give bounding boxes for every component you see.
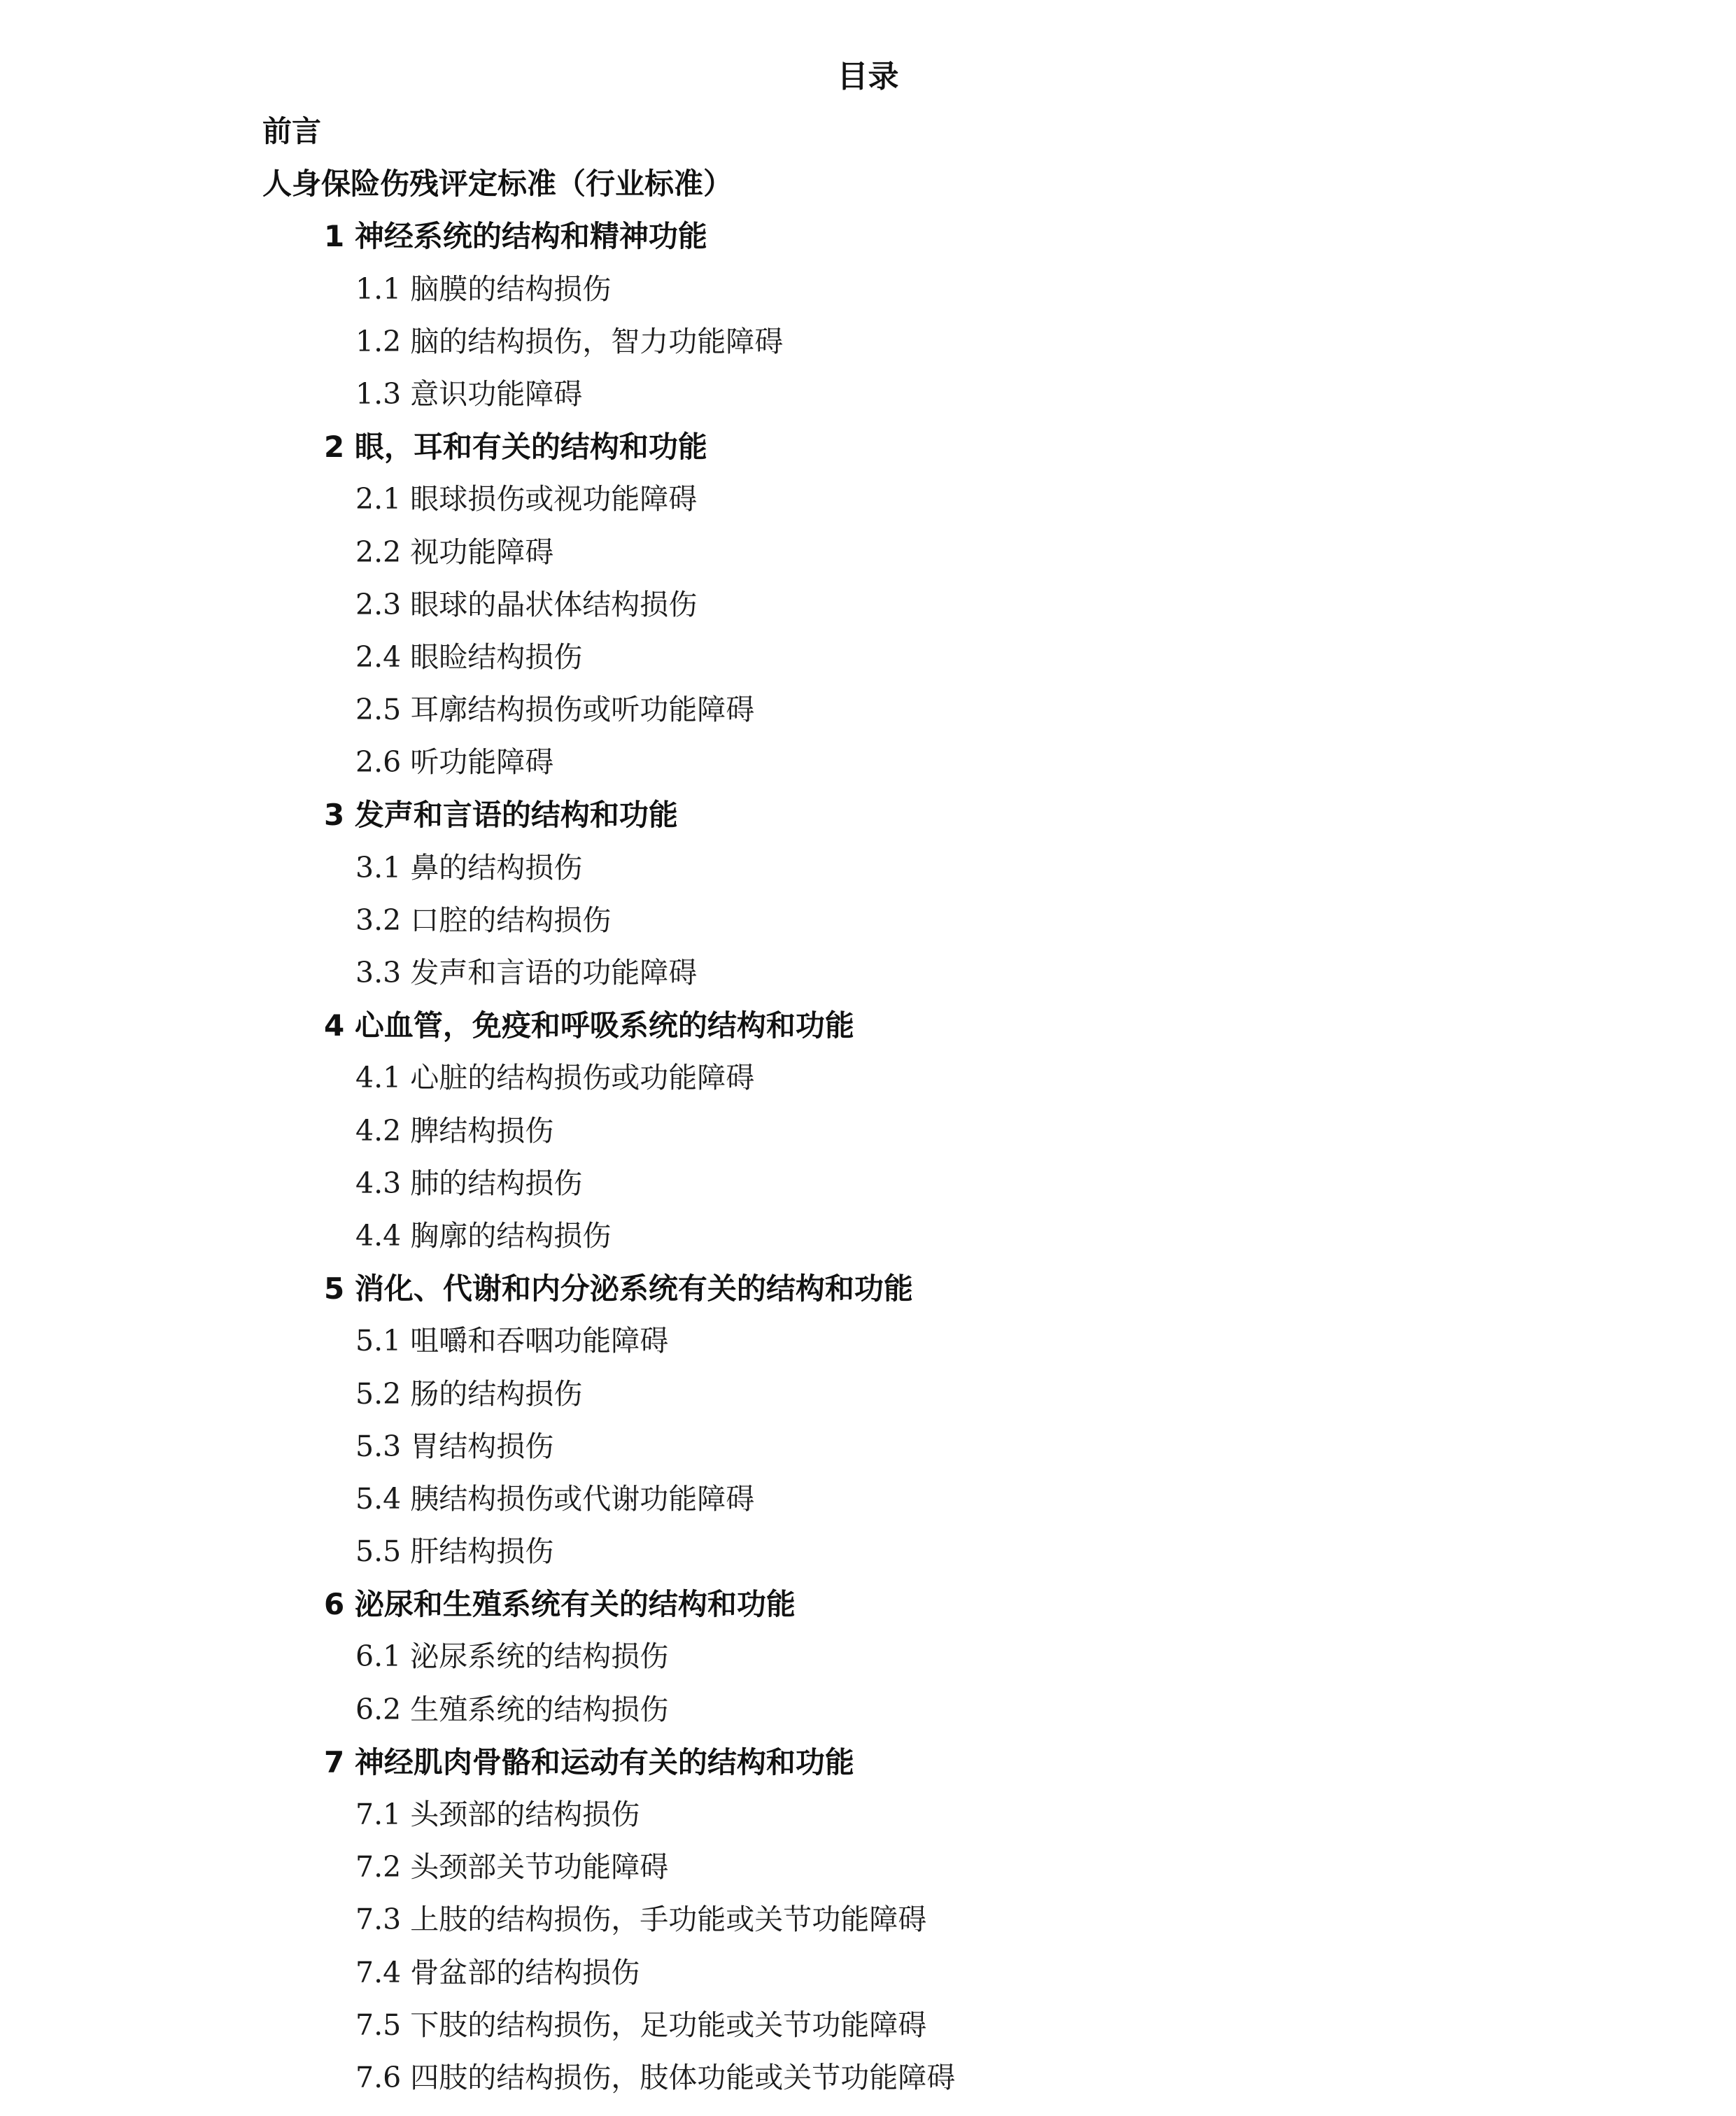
toc-entry-top: 前言	[262, 114, 322, 148]
toc-section: 5.1 咀嚼和吞咽功能障碍	[355, 1324, 669, 1358]
toc-section: 3.2 口腔的结构损伤	[355, 903, 612, 937]
toc-chapter: 4 心血管，免疫和呼吸系统的结构和功能	[324, 1008, 854, 1043]
toc-chapter: 5 消化、代谢和内分泌系统有关的结构和功能	[324, 1271, 913, 1306]
toc-section: 1.1 脑膜的结构损伤	[355, 271, 612, 306]
toc-section: 5.2 肠的结构损伤	[355, 1376, 583, 1411]
toc-chapter: 7 神经肌肉骨骼和运动有关的结构和功能	[324, 1744, 854, 1779]
toc-section: 7.2 头颈部关节功能障碍	[355, 1850, 669, 1884]
toc-section: 7.6 四肢的结构损伤，肢体功能或关节功能障碍	[355, 2060, 956, 2094]
toc-list	[0, 105, 1736, 2104]
toc-section: 5.5 肝结构损伤	[355, 1535, 554, 1569]
toc-chapter: 1 神经系统的结构和精神功能	[324, 219, 707, 254]
toc-section: 5.4 胰结构损伤或代谢功能障碍	[355, 1481, 755, 1516]
toc-section: 3.1 鼻的结构损伤	[355, 850, 583, 884]
toc-section: 6.1 泌尿系统的结构损伤	[355, 1639, 669, 1674]
toc-section: 2.2 视功能障碍	[355, 535, 554, 569]
toc-section: 5.3 胃结构损伤	[355, 1429, 554, 1463]
toc-section: 2.4 眼睑结构损伤	[355, 640, 583, 674]
toc-section: 4.1 心脏的结构损伤或功能障碍	[355, 1061, 755, 1095]
toc-section: 7.3 上肢的结构损伤，手功能或关节功能障碍	[355, 1903, 927, 1937]
toc-section: 1.2 脑的结构损伤，智力功能障碍	[355, 324, 784, 358]
toc-section: 7.5 下肢的结构损伤，足功能或关节功能障碍	[355, 2008, 927, 2042]
toc-section: 2.3 眼球的晶状体结构损伤	[355, 587, 698, 621]
toc-entry-top: 人身保险伤残评定标准（行业标准）	[262, 167, 733, 202]
toc-title: 目录	[837, 59, 899, 94]
toc-section: 6.2 生殖系统的结构损伤	[355, 1692, 669, 1726]
toc-chapter: 6 泌尿和生殖系统有关的结构和功能	[324, 1587, 796, 1622]
toc-chapter: 2 眼，耳和有关的结构和功能	[324, 430, 707, 465]
toc-chapter: 3 发声和言语的结构和功能	[324, 798, 678, 833]
toc-section: 7.4 骨盆部的结构损伤	[355, 1955, 640, 1989]
toc-section: 1.3 意识功能障碍	[355, 376, 583, 411]
toc-section: 3.3 发声和言语的功能障碍	[355, 956, 698, 989]
toc-section: 4.2 脾结构损伤	[355, 1113, 554, 1148]
toc-section: 4.4 胸廓的结构损伤	[355, 1218, 612, 1253]
toc-section: 2.6 听功能障碍	[355, 745, 554, 780]
toc-section: 2.5 耳廓结构损伤或听功能障碍	[355, 693, 755, 727]
toc-section: 7.1 头颈部的结构损伤	[355, 1798, 640, 1831]
toc-section: 2.1 眼球损伤或视功能障碍	[355, 482, 698, 516]
toc-section: 4.3 肺的结构损伤	[355, 1166, 583, 1200]
